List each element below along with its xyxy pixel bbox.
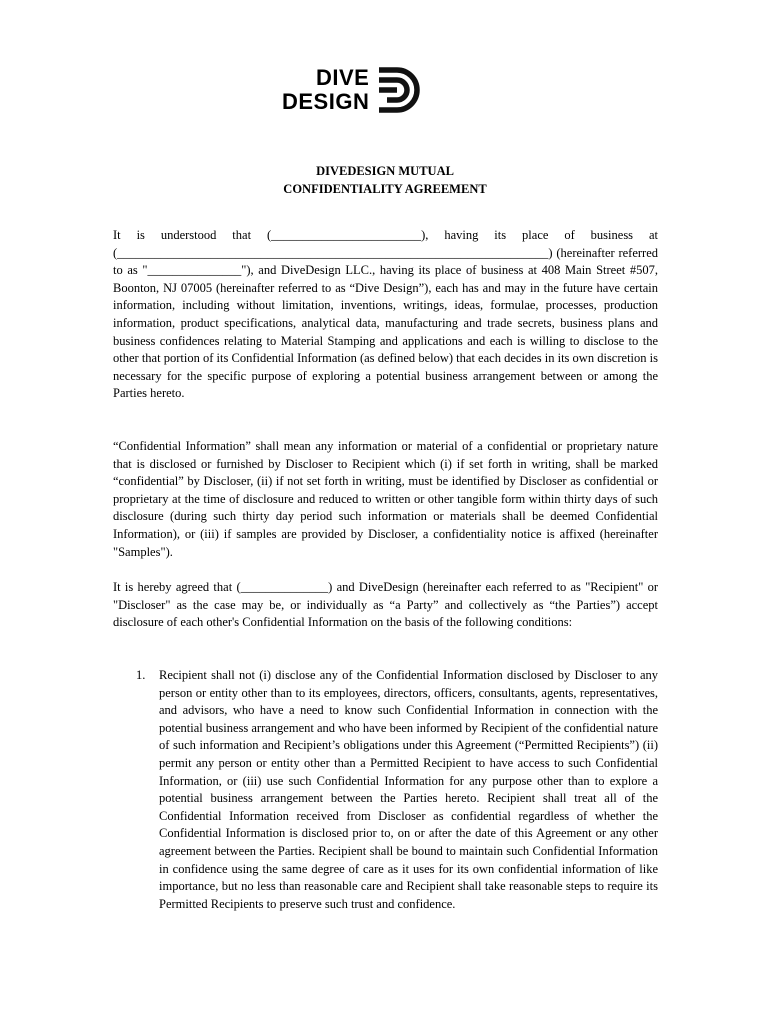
intro-paragraph: It is understood that (________________________), having its place of business at (_____________________________________________________________________) (hereinafter referred to as "_______________"), and DiveDesign LLC., having its place of business at 408 Main Street #507, Boonton, NJ 07005 (hereinafter referred to as “Dive Design”), each has and may in the future have certain information, including without limitation, inventions, writings, ideas, formulae, processes, production information, product specifications, analytical data, manufacturing and trade secrets, business plans and business confidences relating to Material Stamping and applications and each is willing to disclose to the other that portion of its Confidential Information (as defined below) that each decides in its own discretion is necessary for the specific purpose of exploring a potential business arrangement between or among the Parties hereto. [113, 228, 658, 401]
logo-line-design: DESIGN [282, 89, 370, 114]
condition-text: Recipient shall not (i) disclose any of the Confidential Information disclosed by Discloser to any person or entity other than to its employees, directors, officers, consultants, agents, representatives, and advisors, who have a need to know such Confidential Information in connection with the potential business arrangement and who have been informed by Recipient of the confidential nature of such information and Recipient’s obligations under this Agreement (“Permitted Recipients”) (ii) permit any person or entity other than a Permitted Recipient to have access to such Confidential Information, or (iii) use such Confidential Information for any purpose other than to explore a potential business arrangement between the Parties hereto. Recipient shall treat all of the Confidential Information received from Discloser as confidential regardless of whether the Confidential Information is disclosed prior to, on or after the date of this Agreement or any other agreement between the Parties. Recipient shall be bound to maintain such Confidential Information in confidence using the same degree of care as it uses for its own confidential information of like importance, but no less than reasonable care and Recipient shall take reasonable steps to require its Permitted Recipients to preserve such trust and confidence. [159, 668, 658, 911]
condition-number: 1. [136, 668, 146, 682]
company-logo [282, 66, 421, 114]
logo-wordmark [282, 66, 369, 114]
logo-line-dive: DIVE [316, 65, 370, 90]
definition-paragraph: “Confidential Information” shall mean any information or material of a confidential or proprietary nature that is disclosed or furnished by Discloser to Recipient which (i) if set forth in writing, shall be marked “confidential” by Discloser, (ii) if not set forth in writing, must be identified by Discloser as confidential or proprietary at the time of disclosure and reduced to written or other tangible form within thirty days of such disclosure (during such thirty day period such information or materials shall be deemed Confidential Information), or (iii) if samples are provided by Discloser, a confidentiality notice is affixed (hereinafter "Samples"). [113, 439, 658, 559]
document-title [110, 162, 660, 198]
title-line-2: CONFIDENTIALITY AGREEMENT [283, 182, 487, 196]
dive-design-d-mark-icon [375, 66, 421, 114]
title-line-1: DIVEDESIGN MUTUAL [316, 164, 454, 178]
agreement-paragraph: It is hereby agreed that (______________) and DiveDesign (hereinafter each referred to as "Recipient" or "Discloser" as the case may be, or individually as “a Party” and collectively as “the Parties”) accept disclosure of each other's Confidential Information on the basis of the following conditions: [113, 580, 658, 630]
